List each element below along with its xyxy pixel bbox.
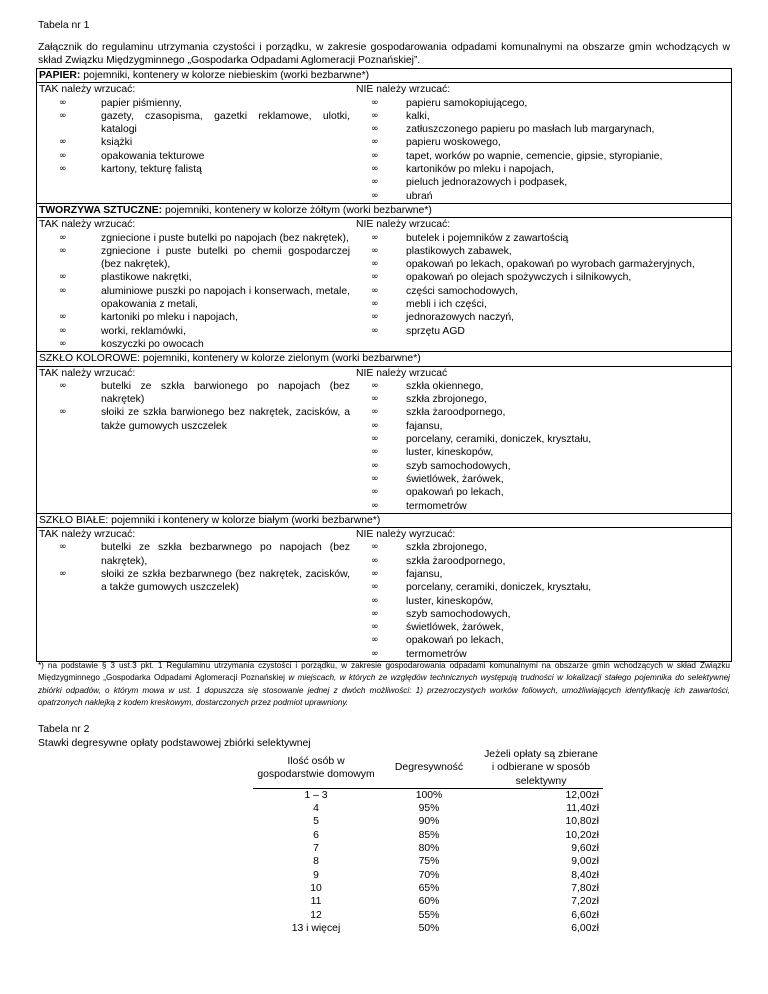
yes-list <box>39 232 350 352</box>
no-item <box>356 325 729 338</box>
section-body <box>37 218 732 352</box>
degression-cell: 100% <box>415 789 443 801</box>
yes-list <box>39 97 350 177</box>
section-title-rest: SZKŁO BIAŁE: pojemniki i kontenery w kolorze białym (worki bezbarwne*) <box>39 514 381 526</box>
no-item-text: papieru woskowego, <box>406 137 501 149</box>
yes-item <box>39 406 350 433</box>
no-list <box>356 541 729 661</box>
table-row <box>253 855 603 868</box>
yes-item <box>39 325 350 338</box>
degression-cell: 95% <box>418 803 440 815</box>
no-item <box>356 271 729 284</box>
section-title-bold: PAPIER: <box>39 70 81 81</box>
yes-label: TAK należy wrzucać: <box>39 219 136 231</box>
fee-cell: 10,20zł <box>565 829 599 841</box>
no-item <box>356 460 729 473</box>
footnote-italic: w miejscach, w których ze względów technicznych występują trudności w lokalizacji stałego pojemnika do selektywnej zbiórki odpadów, o którym mowa w ust. 1 dopuszcza się stosowanie jednej z dwóch możliwości: 1) przezroczystych worków foliowych, umożliwiających identyfikację ich zawartości, opatrzonych naklejką z kodem kreskowym, dostarczonych przez podmiot uprawniony. <box>38 673 730 708</box>
bullet-icon: ∞ <box>371 542 379 553</box>
bullet-icon: ∞ <box>371 608 379 619</box>
bullet-icon: ∞ <box>371 124 379 135</box>
no-label: NIE należy wrzucać: <box>356 84 451 96</box>
bullet-icon: ∞ <box>371 190 379 201</box>
section-title <box>37 352 732 366</box>
no-item <box>356 150 729 163</box>
persons-cell: 6 <box>313 829 319 841</box>
bullet-icon: ∞ <box>371 285 379 296</box>
table-row <box>253 788 603 802</box>
yes-item-text: gazety, czasopisma, gazetki reklamowe, ulotki, katalogi <box>101 110 350 136</box>
no-item-text: pieluch jednorazowych i podpasek, <box>406 177 568 189</box>
no-item <box>356 311 729 324</box>
section-body <box>37 528 732 662</box>
no-list <box>356 97 729 203</box>
table-row <box>253 869 603 882</box>
persons-cell: 10 <box>310 882 322 894</box>
degression-cell: 60% <box>418 896 440 908</box>
no-column <box>356 528 729 661</box>
no-item-text: szkła zbrojonego, <box>406 542 487 554</box>
no-item-text: szkła żaroodpornego, <box>406 555 506 567</box>
bullet-icon: ∞ <box>59 232 67 243</box>
bullet-icon: ∞ <box>371 299 379 310</box>
no-item-text: szyb samochodowych, <box>406 608 511 620</box>
yes-item <box>39 97 350 110</box>
yes-item <box>39 311 350 324</box>
section-header-row <box>37 203 732 217</box>
degression-cell: 55% <box>418 909 440 921</box>
no-item <box>356 110 729 123</box>
header-fee: Jeżeli opłaty są zbierane i odbierane w sposób selektywny <box>479 748 603 788</box>
header-persons: Ilość osób w gospodarstwie domowym <box>253 748 379 788</box>
no-item <box>356 406 729 419</box>
persons-cell: 11 <box>310 896 322 908</box>
bullet-icon: ∞ <box>59 568 67 579</box>
no-item-text: szyb samochodowych, <box>406 460 511 472</box>
bullet-icon: ∞ <box>59 338 67 349</box>
bullet-icon: ∞ <box>371 635 379 646</box>
section-body-row <box>37 366 732 513</box>
yes-item-text: papier piśmienny, <box>101 97 182 109</box>
degression-cell: 90% <box>418 816 440 828</box>
degression-cell: 75% <box>418 856 440 868</box>
no-item-text: porcelany, ceramiki, doniczek, kryształu, <box>406 582 592 594</box>
bullet-icon: ∞ <box>371 447 379 458</box>
no-column <box>356 218 729 351</box>
no-item <box>356 420 729 433</box>
persons-cell: 4 <box>313 803 319 815</box>
no-item-text: szkła zbrojonego, <box>406 394 487 406</box>
section-body-row <box>37 528 732 662</box>
yes-item-text: kartoniki po mleku i napojach, <box>101 312 238 324</box>
yes-item-text: słoiki ze szkła barwionego bez nakrętek, zacisków, a także gumowych uszczelek <box>101 407 350 432</box>
bullet-icon: ∞ <box>371 245 379 256</box>
persons-cell: 1 – 3 <box>304 789 328 801</box>
no-item-text: plastikowych zabawek, <box>406 245 512 257</box>
bullet-icon: ∞ <box>59 164 67 175</box>
no-item <box>356 232 729 245</box>
yes-item-text: zgniecione i puste butelki po napojach (bez nakrętek), <box>101 232 349 244</box>
section-body <box>37 83 732 204</box>
bullet-icon: ∞ <box>371 325 379 336</box>
no-item <box>356 380 729 393</box>
footnote-plain: *) na podstawie § 3 ust.3 pkt. 1 Regulaminu utrzymania czystości i porządku, w zakresie gospodarowania odpadami komunalnymi na obszarze gmin wchodzących w skład Związku Międzygminnego „Gospodarka Odpadami Aglomeracji Poznańskiej <box>38 661 730 683</box>
table-row <box>253 802 603 815</box>
no-item-text: sprzętu AGD <box>406 325 465 337</box>
yes-column <box>39 83 356 203</box>
yes-item-text: butelki ze szkła barwionego po napojach (bez nakrętek) <box>101 380 350 406</box>
yes-item-text: książki <box>101 137 133 149</box>
no-item <box>356 258 729 271</box>
intro-text: Załącznik do regulaminu utrzymania czystości i porządku, w zakresie gospodarowania odpadami komunalnymi na obszarze gmin wchodzących w skład Związku Międzygminnego „Gospodarka Odpadami Aglomeracji Poznańskiej”. <box>38 42 730 67</box>
no-item-text: termometrów <box>406 500 467 512</box>
fee-cell: 12,00zł <box>565 789 599 801</box>
section-title <box>37 69 732 83</box>
bullet-icon: ∞ <box>371 500 379 511</box>
bullet-icon: ∞ <box>371 420 379 431</box>
no-item <box>356 393 729 406</box>
bullet-icon: ∞ <box>59 150 67 161</box>
table-row <box>253 882 603 895</box>
fee-cell: 11,40zł <box>566 803 599 815</box>
yes-item-text: zgniecione i puste butelki po chemii gospodarczej (bez nakrętek), <box>101 245 350 271</box>
yes-item-text: koszyczki po owocach <box>101 338 204 350</box>
yes-list <box>39 380 350 433</box>
bullet-icon: ∞ <box>371 164 379 175</box>
table1-title: Tabela nr 1 <box>38 20 90 31</box>
section-title-rest: pojemniki, kontenery w kolorze niebieskim (worki bezbarwne*) <box>80 70 370 81</box>
persons-cell: 12 <box>310 909 322 921</box>
no-item-text: świetlówek, żarówek, <box>406 473 504 485</box>
no-item <box>356 500 729 513</box>
waste-table <box>36 68 732 662</box>
no-item <box>356 190 729 203</box>
bullet-icon: ∞ <box>371 622 379 633</box>
section-columns <box>39 367 729 513</box>
yes-label: TAK należy wrzucać: <box>39 367 136 379</box>
fee-cell: 7,20zł <box>571 896 599 908</box>
section-header-row <box>37 69 732 83</box>
section-title-bold: TWORZYWA SZTUCZNE: <box>39 204 163 216</box>
bullet-icon: ∞ <box>371 177 379 188</box>
bullet-icon: ∞ <box>371 487 379 498</box>
bullet-icon: ∞ <box>59 245 67 256</box>
no-item-text: luster, kineskopów, <box>406 447 494 459</box>
no-item-text: tapet, worków po wapnie, cemencie, gipsie, styropianie, <box>406 150 663 162</box>
table-row <box>253 842 603 855</box>
fee-cell: 10,80zł <box>565 816 599 828</box>
no-item <box>356 595 729 608</box>
no-item-text: kalki, <box>406 110 430 122</box>
no-list <box>356 232 729 338</box>
yes-item <box>39 541 350 568</box>
no-label: NIE należy wrzucać <box>356 367 448 379</box>
yes-item <box>39 163 350 176</box>
no-item-text: papieru samokopiującego, <box>406 97 528 109</box>
bullet-icon: ∞ <box>371 380 379 391</box>
bullet-icon: ∞ <box>59 272 67 283</box>
no-column <box>356 83 729 203</box>
bullet-icon: ∞ <box>59 110 67 121</box>
table-row <box>253 829 603 842</box>
yes-item <box>39 136 350 149</box>
no-item-text: opakowań po lekach, <box>406 487 504 499</box>
persons-cell: 9 <box>313 869 319 881</box>
bullet-icon: ∞ <box>371 555 379 566</box>
bullet-icon: ∞ <box>371 150 379 161</box>
no-item-text: kartoników po mleku i napojach, <box>406 164 554 176</box>
yes-item <box>39 110 350 137</box>
bullet-icon: ∞ <box>371 312 379 323</box>
no-item-text: jednorazowych naczyń, <box>406 312 515 324</box>
bullet-icon: ∞ <box>371 407 379 418</box>
no-item <box>356 123 729 136</box>
no-item <box>356 568 729 581</box>
no-item-text: opakowań po olejach spożywczych i silnikowych, <box>406 272 632 284</box>
section-header-row <box>37 352 732 366</box>
yes-item <box>39 338 350 351</box>
bullet-icon: ∞ <box>59 325 67 336</box>
no-item <box>356 581 729 594</box>
table-row <box>253 895 603 908</box>
no-item-text: luster, kineskopów, <box>406 595 494 607</box>
persons-cell: 5 <box>313 816 319 828</box>
yes-item-text: plastikowe nakrętki, <box>101 272 192 284</box>
table-row <box>253 922 603 935</box>
no-label: NIE należy wrzucać: <box>356 219 451 231</box>
degression-cell: 50% <box>418 922 440 934</box>
yes-item-text: worki, reklamówki, <box>101 325 186 337</box>
fee-cell: 9,00zł <box>571 856 599 868</box>
degression-cell: 80% <box>418 843 440 855</box>
no-item <box>356 621 729 634</box>
persons-cell: 7 <box>313 843 319 855</box>
bullet-icon: ∞ <box>59 97 67 108</box>
section-columns <box>39 83 729 203</box>
degression-cell: 65% <box>418 882 440 894</box>
bullet-icon: ∞ <box>371 272 379 283</box>
no-item <box>356 608 729 621</box>
yes-item-text: kartony, tekturę falistą <box>101 164 202 176</box>
header-degression: Degresywność <box>379 748 479 788</box>
bullet-icon: ∞ <box>59 137 67 148</box>
yes-item-text: opakowania tekturowe <box>101 150 205 162</box>
section-body-row <box>37 83 732 204</box>
no-item <box>356 136 729 149</box>
no-item <box>356 163 729 176</box>
bullet-icon: ∞ <box>59 542 67 553</box>
no-item <box>356 486 729 499</box>
bullet-icon: ∞ <box>371 460 379 471</box>
yes-item <box>39 568 350 595</box>
yes-label: TAK należy wrzucać: <box>39 84 136 96</box>
table2-subtitle: Stawki degresywne opłaty podstawowej zbiórki selektywnej <box>38 738 311 749</box>
section-title-rest: SZKŁO KOLOROWE: pojemniki, kontenery w kolorze zielonym (worki bezbarwne*) <box>39 353 421 365</box>
table-row <box>253 909 603 922</box>
fee-cell: 8,40zł <box>571 869 599 881</box>
no-item-text: termometrów <box>406 648 467 660</box>
yes-item <box>39 232 350 245</box>
no-item <box>356 176 729 189</box>
no-column <box>356 367 729 513</box>
persons-cell: 13 i więcej <box>291 922 341 934</box>
no-item-text: opakowań po lekach, opakowań po wyrobach garmażeryjnych, <box>406 259 695 271</box>
no-item-text: szkła okiennego, <box>406 380 484 392</box>
no-item <box>356 555 729 568</box>
fee-cell: 7,80zł <box>571 882 599 894</box>
yes-item-text: słoiki ze szkła bezbarwnego (bez nakrętek, zacisków, a także gumowych uszczelek) <box>101 568 350 594</box>
no-item <box>356 446 729 459</box>
no-item <box>356 634 729 647</box>
bullet-icon: ∞ <box>371 473 379 484</box>
yes-item-text: aluminiowe puszki po napojach i konserwach, metale, opakowania z metali, <box>101 285 350 311</box>
degression-cell: 85% <box>418 829 440 841</box>
yes-label: TAK należy wrzucać: <box>39 529 136 541</box>
no-label: NIE należy wyrzucać: <box>356 529 456 541</box>
no-item <box>356 433 729 446</box>
section-columns <box>39 218 729 351</box>
persons-cell: 8 <box>313 856 319 868</box>
section-body-row <box>37 218 732 352</box>
section-columns <box>39 528 729 661</box>
table2-title: Tabela nr 2 <box>38 724 90 735</box>
yes-item <box>39 245 350 272</box>
no-item-text: mebli i ich części, <box>406 299 487 311</box>
bullet-icon: ∞ <box>371 648 379 659</box>
bullet-icon: ∞ <box>371 110 379 121</box>
footnote <box>38 660 730 710</box>
bullet-icon: ∞ <box>371 259 379 270</box>
no-item-text: porcelany, ceramiki, doniczek, kryształu, <box>406 434 592 446</box>
no-item <box>356 473 729 486</box>
yes-item <box>39 285 350 312</box>
no-item-text: świetlówek, żarówek, <box>406 622 504 634</box>
no-item-text: fajansu, <box>406 568 443 580</box>
no-item <box>356 97 729 110</box>
bullet-icon: ∞ <box>371 232 379 243</box>
yes-item <box>39 150 350 163</box>
yes-item <box>39 271 350 284</box>
no-item-text: szkła żaroodpornego, <box>406 407 506 419</box>
no-item-text: opakowań po lekach, <box>406 635 504 647</box>
section-body <box>37 366 732 513</box>
fee-cell: 6,00zł <box>571 922 599 934</box>
bullet-icon: ∞ <box>371 394 379 405</box>
no-item-text: butelek i pojemników z zawartością <box>406 232 569 244</box>
bullet-icon: ∞ <box>371 568 379 579</box>
yes-column <box>39 528 356 661</box>
bullet-icon: ∞ <box>371 582 379 593</box>
no-item-text: fajansu, <box>406 420 443 432</box>
bullet-icon: ∞ <box>371 137 379 148</box>
yes-item-text: butelki ze szkła bezbarwnego po napojach (bez nakrętek), <box>101 542 350 567</box>
bullet-icon: ∞ <box>371 434 379 445</box>
section-header-row <box>37 513 732 527</box>
bullet-icon: ∞ <box>59 407 67 418</box>
table-row <box>253 815 603 828</box>
no-item <box>356 285 729 298</box>
yes-column <box>39 367 356 513</box>
degression-cell: 70% <box>418 869 440 881</box>
yes-item <box>39 380 350 407</box>
no-item-text: części samochodowych, <box>406 285 519 297</box>
section-title <box>37 513 732 527</box>
rates-table <box>253 748 603 935</box>
no-list <box>356 380 729 513</box>
bullet-icon: ∞ <box>371 97 379 108</box>
bullet-icon: ∞ <box>59 312 67 323</box>
bullet-icon: ∞ <box>59 285 67 296</box>
section-title <box>37 203 732 217</box>
no-item-text: ubrań <box>406 190 433 202</box>
no-item <box>356 541 729 554</box>
section-title-rest: pojemniki, kontenery w kolorze żółtym (worki bezbarwne*) <box>162 204 432 216</box>
yes-column <box>39 218 356 351</box>
no-item <box>356 245 729 258</box>
bullet-icon: ∞ <box>59 380 67 391</box>
no-item <box>356 298 729 311</box>
yes-list <box>39 541 350 594</box>
no-item-text: zatłuszczonego papieru po masłach lub margarynach, <box>406 124 655 136</box>
bullet-icon: ∞ <box>371 595 379 606</box>
fee-cell: 9,60zł <box>571 843 599 855</box>
fee-cell: 6,60zł <box>571 909 599 921</box>
